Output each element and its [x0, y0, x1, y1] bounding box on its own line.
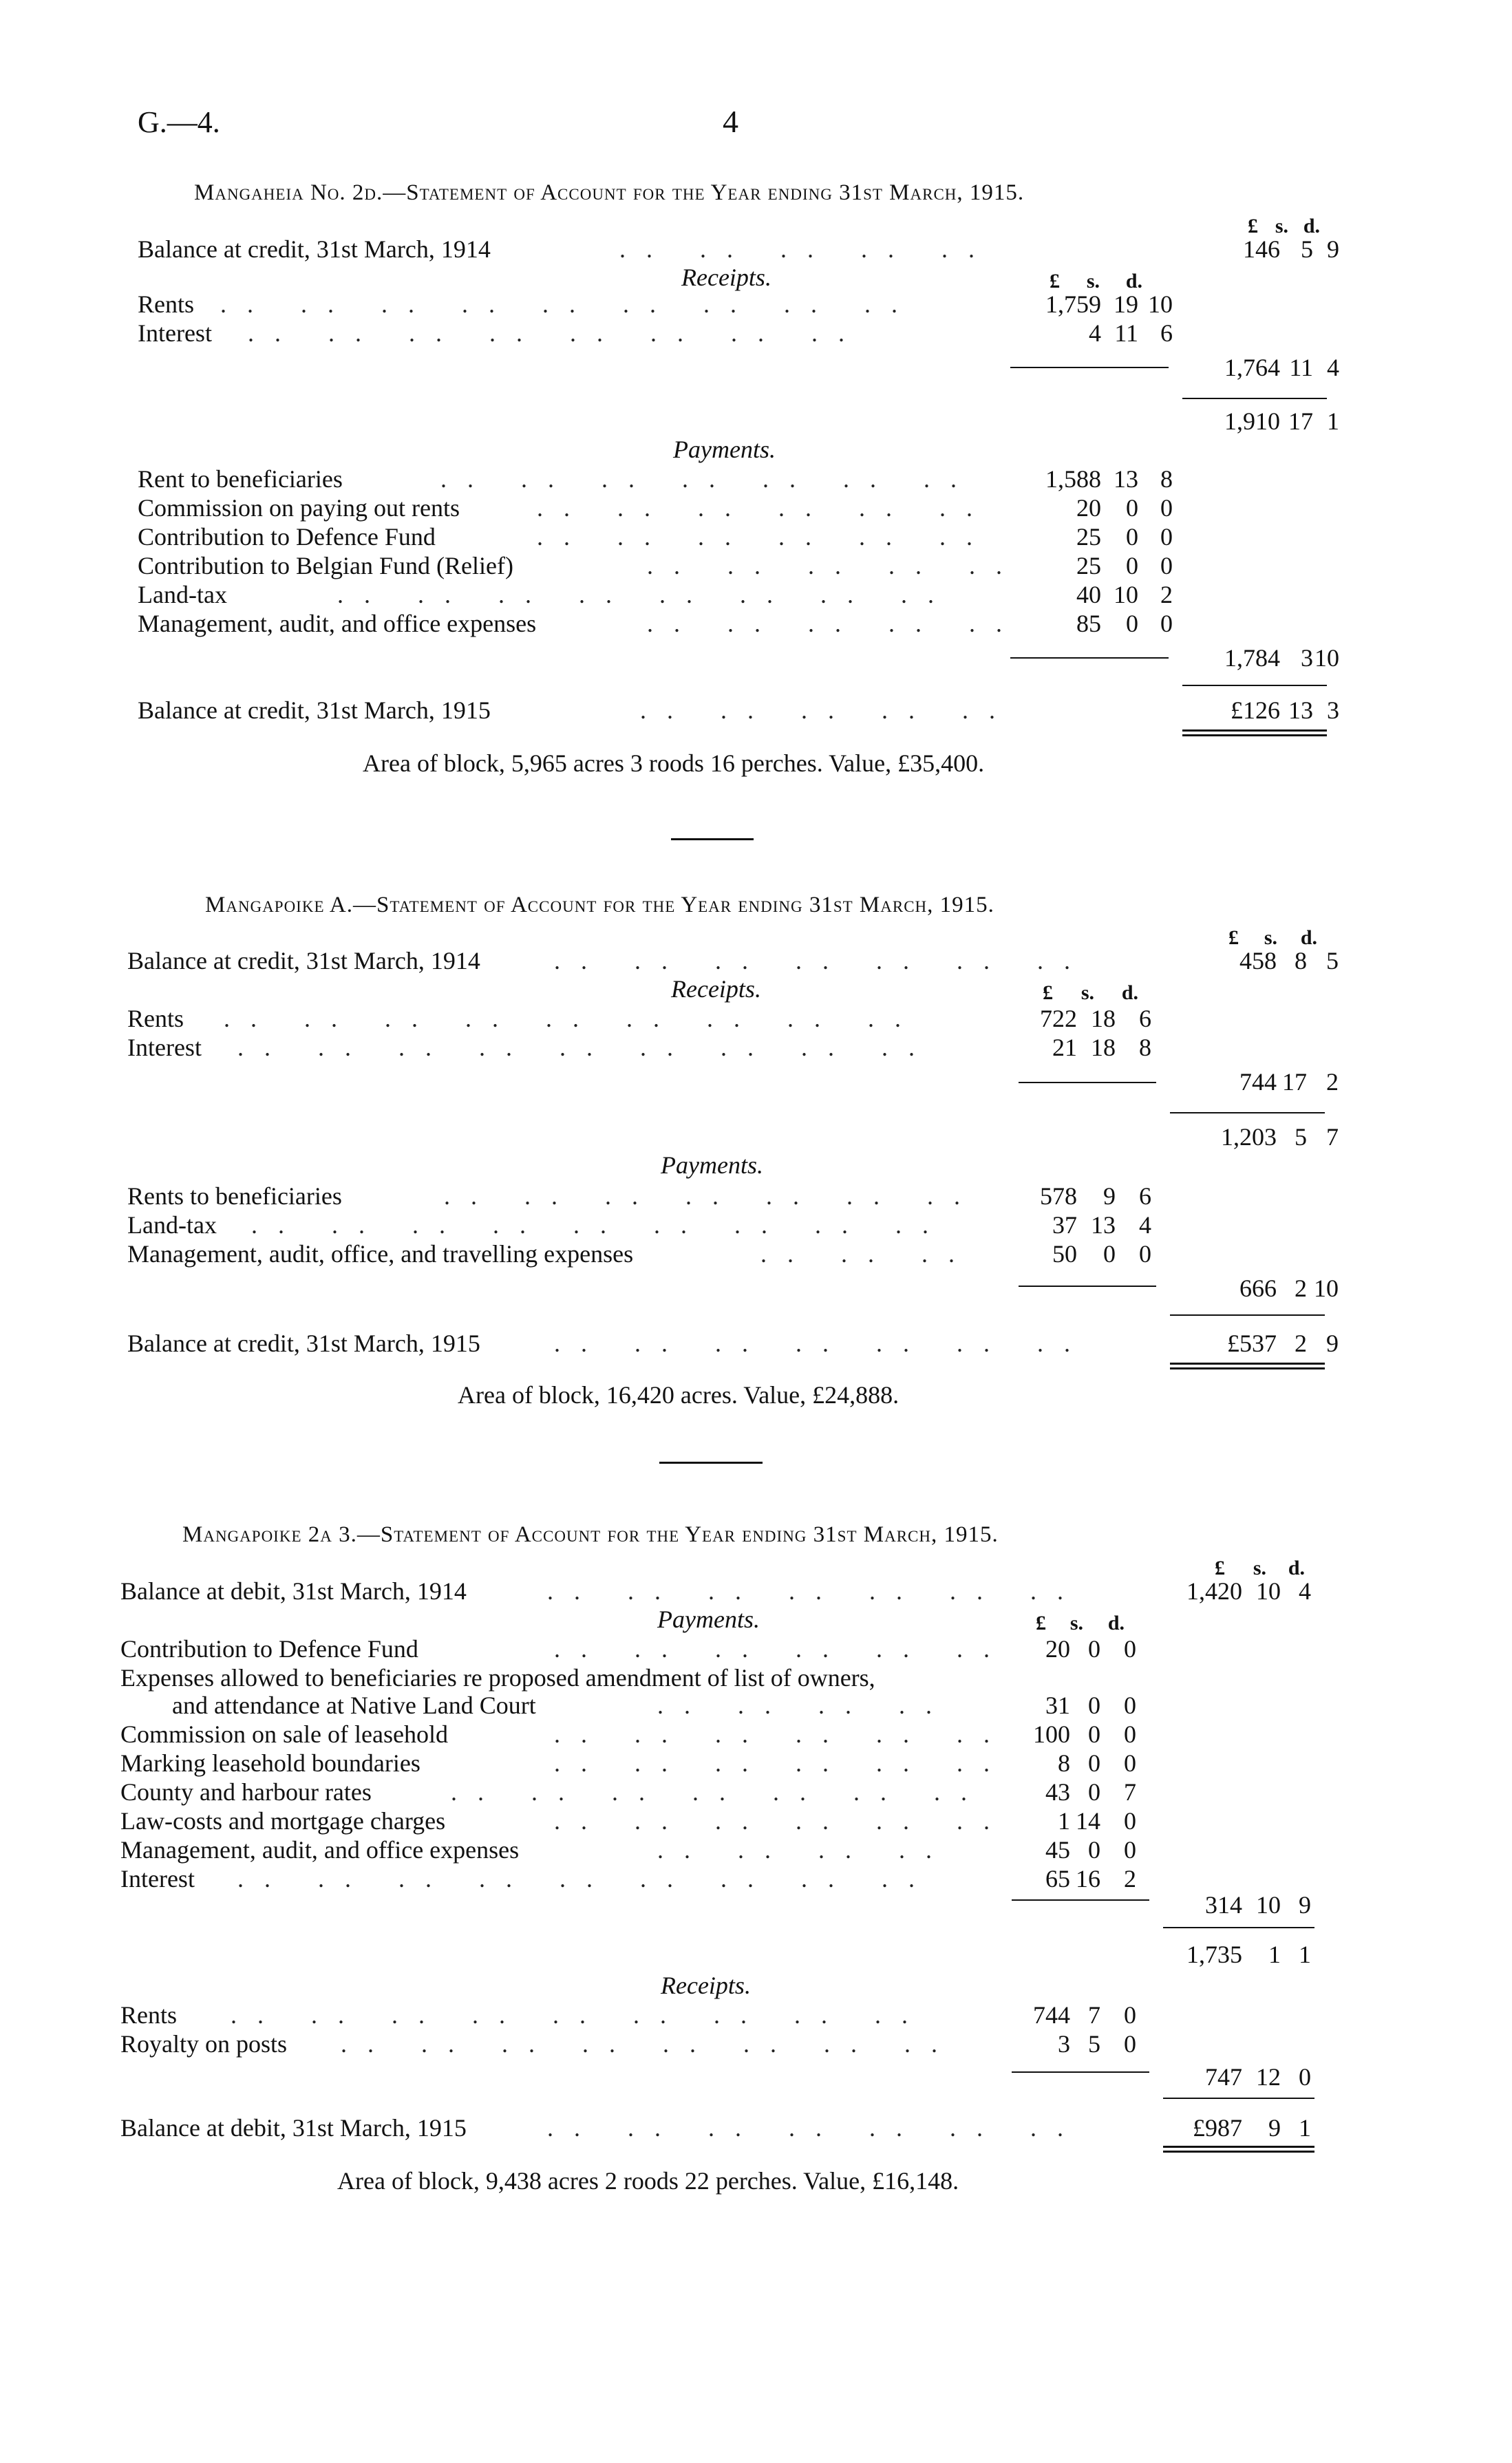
section-total-row [138, 643, 1339, 673]
subtotal-rule [1170, 1314, 1325, 1316]
amount-pence: 0 [1124, 2001, 1136, 2029]
closing-balance-row [120, 2113, 1311, 2143]
amount-pence: 7 [1326, 1123, 1339, 1151]
opening-balance-label: Balance at credit, 31st March, 1914 [127, 947, 480, 974]
leader-dots: .. .. .. .. .. .. .. [451, 1778, 988, 1806]
leader-dots: .. .. .. .. .. .. .. .. .. [251, 1211, 949, 1239]
leader-dots: .. .. .. .. .. [640, 696, 1016, 724]
amount-shillings: 12 [1256, 2063, 1281, 2091]
line-item-row [120, 2029, 1311, 2059]
amount-pounds: 25 [1076, 523, 1101, 551]
leader-dots: .. .. .. .. .. .. [554, 1807, 1010, 1835]
line-item-label: County and harbour rates [120, 1778, 372, 1806]
opening-balance-row [127, 946, 1339, 976]
line-item-row [120, 1748, 1311, 1778]
line-item-row [120, 1634, 1311, 1664]
line-item-row [138, 522, 1328, 552]
block-area-note: Area of block, 9,438 acres 2 roods 22 perches. Value, £16,148. [337, 2167, 959, 2195]
amount-pounds: 85 [1076, 610, 1101, 637]
amount-shillings: 11 [1114, 319, 1138, 347]
amount-pence: 10 [1314, 644, 1339, 672]
line-item-row [138, 579, 1328, 610]
opening-balance-label: Balance at debit, 31st March, 1914 [120, 1577, 467, 1605]
leader-dots: .. .. .. .. .. .. .. [547, 2114, 1084, 2142]
section-separator [671, 838, 754, 840]
line-item-label: Rents [120, 2001, 178, 2029]
leader-dots: .. .. .. .. .. .. .. .. [248, 319, 865, 347]
col-head-shillings: s. [1253, 1557, 1266, 1579]
amount-pence: 0 [1160, 610, 1173, 637]
opening-balance-row [120, 1576, 1311, 1606]
amount-pounds: 45 [1045, 1836, 1070, 1864]
line-item-row [120, 1719, 1311, 1749]
amount-shillings: 0 [1126, 552, 1138, 579]
amount-pounds: 20 [1076, 494, 1101, 522]
leader-dots: .. .. .. .. .. [647, 552, 1023, 579]
subtotal-rule [1182, 398, 1327, 399]
amount-shillings: 5 [1088, 2030, 1100, 2058]
amount-pounds: 25 [1076, 552, 1101, 579]
amount-shillings: 0 [1088, 1836, 1100, 1864]
amount-shillings: 13 [1091, 1211, 1116, 1239]
subtotal-rule [1170, 1112, 1325, 1113]
amount-pence: 7 [1124, 1778, 1136, 1806]
line-item-row [120, 1806, 1311, 1836]
amount-pounds: 744 [1239, 1068, 1277, 1096]
amount-shillings: 7 [1088, 2001, 1100, 2029]
col-head-pounds: £ [1228, 926, 1239, 949]
amount-shillings: 13 [1288, 696, 1313, 724]
amount-pounds: 43 [1045, 1778, 1070, 1806]
amount-pence: 4 [1139, 1211, 1151, 1239]
line-item-label: Commission on paying out rents [138, 494, 460, 522]
line-item-row [120, 2000, 1311, 2030]
amount-pounds: £126 [1231, 696, 1280, 724]
amount-pounds: 8 [1058, 1749, 1070, 1777]
line-item-row [120, 1690, 1311, 1720]
report-code: G.—4. [138, 105, 220, 139]
closing-balance-label: Balance at debit, 31st March, 1915 [120, 2114, 467, 2142]
amount-shillings: 9 [1268, 2114, 1281, 2142]
amount-pounds: 1,420 [1186, 1577, 1242, 1605]
double-rule [1170, 1363, 1325, 1369]
line-item-row [120, 1663, 1311, 1693]
amount-pounds: 1,203 [1221, 1123, 1277, 1151]
col-head-pence: d. [1121, 981, 1138, 1004]
leader-dots: .. .. .. .. [657, 1692, 952, 1719]
amount-shillings: 14 [1076, 1807, 1100, 1835]
amount-shillings: 10 [1256, 1891, 1281, 1919]
leader-dots: .. .. .. .. .. .. [537, 523, 993, 551]
section-total-row [120, 1890, 1311, 1920]
payments-caption: Payments. [657, 1606, 760, 1633]
col-head-pounds: £ [1050, 270, 1060, 292]
line-item-label: Marking leasehold boundaries [120, 1749, 420, 1777]
amount-pounds: 1,588 [1045, 465, 1101, 493]
line-item-label: Law-costs and mortgage charges [120, 1807, 446, 1835]
leader-dots: .. .. .. .. .. .. .. .. .. [224, 1005, 922, 1032]
line-item-label: Contribution to Belgian Fund (Relief) [138, 552, 513, 579]
amount-shillings: 0 [1126, 523, 1138, 551]
amount-pounds: 31 [1045, 1692, 1070, 1719]
amount-shillings: 5 [1295, 1123, 1307, 1151]
leader-dots: .. .. .. .. .. .. .. [547, 1577, 1084, 1605]
opening-balance-label: Balance at credit, 31st March, 1914 [138, 235, 491, 263]
amount-pounds: 722 [1040, 1005, 1077, 1032]
line-item-row [127, 1210, 1325, 1240]
leader-dots: .. .. .. .. .. .. .. [444, 1182, 981, 1210]
amount-pounds: 21 [1052, 1034, 1077, 1061]
amount-pounds: 4 [1089, 319, 1101, 347]
amount-pence: 1 [1327, 407, 1339, 435]
leader-dots: .. .. .. .. .. .. .. .. [337, 581, 955, 608]
amount-pounds: 1 [1058, 1807, 1070, 1835]
leader-dots: .. .. .. .. .. .. .. .. .. [237, 1034, 935, 1061]
amount-shillings: 0 [1088, 1749, 1100, 1777]
amount-pence: 10 [1148, 290, 1173, 318]
amount-shillings: 10 [1114, 581, 1138, 608]
line-item-row [138, 289, 1328, 319]
subtotal-row [127, 1122, 1339, 1152]
line-item-row [120, 1777, 1311, 1807]
leader-dots: .. .. .. .. .. .. .. .. .. [220, 290, 918, 318]
line-item-label: Management, audit, and office expenses [138, 610, 537, 637]
amount-pence: 2 [1326, 1068, 1339, 1096]
col-head-pounds: £ [1043, 981, 1053, 1004]
amount-shillings: 0 [1126, 494, 1138, 522]
amount-pence: 0 [1124, 1807, 1136, 1835]
amount-pence: 6 [1139, 1005, 1151, 1032]
amount-shillings: 18 [1091, 1034, 1116, 1061]
amount-shillings: 3 [1301, 644, 1313, 672]
closing-balance-label: Balance at credit, 31st March, 1915 [138, 696, 491, 724]
amount-shillings: 8 [1295, 947, 1307, 974]
amount-pence: 0 [1124, 1635, 1136, 1663]
line-item-label: Contribution to Defence Fund [138, 523, 436, 551]
line-item-row [138, 464, 1328, 494]
amount-pounds: 747 [1205, 2063, 1242, 2091]
receipts-caption: Receipts. [661, 1972, 751, 1999]
amount-pounds: 1,764 [1224, 354, 1280, 381]
subtotal-rule [1163, 1927, 1314, 1928]
subtotal-row [120, 1939, 1311, 1970]
amount-pounds: 314 [1205, 1891, 1242, 1919]
line-item-label: and attendance at Native Land Court [172, 1692, 536, 1719]
amount-pence: 0 [1124, 1720, 1136, 1748]
amount-pounds: 1,735 [1186, 1941, 1242, 1968]
line-item-label: Royalty on posts [120, 2030, 288, 2058]
amount-shillings: 0 [1088, 1720, 1100, 1748]
line-item-label: Contribution to Defence Fund [120, 1635, 418, 1663]
col-head-shillings: s. [1069, 1612, 1083, 1634]
amount-pence: 4 [1327, 354, 1339, 381]
leader-dots: .. .. .. .. .. .. .. [554, 947, 1091, 974]
section-separator [659, 1462, 763, 1464]
section-total-row [120, 2062, 1311, 2092]
leader-dots: .. .. .. .. [657, 1836, 952, 1864]
amount-pounds: 1,784 [1224, 644, 1280, 672]
amount-pence: 5 [1326, 947, 1339, 974]
leader-dots: .. .. .. .. .. .. [554, 1635, 1010, 1663]
line-item-row [138, 493, 1328, 523]
leader-dots: .. .. .. .. .. [647, 610, 1023, 637]
receipts-caption: Receipts. [681, 264, 771, 291]
amount-pence: 9 [1299, 1891, 1311, 1919]
amount-pounds: 40 [1076, 581, 1101, 608]
amount-pence: 0 [1124, 1749, 1136, 1777]
subtotal-row [138, 406, 1339, 436]
section-total-row [127, 1273, 1339, 1303]
subtotal-rule [1163, 2098, 1314, 2099]
double-rule [1163, 2146, 1314, 2153]
col-head-shillings: s. [1264, 926, 1277, 949]
amount-shillings: 0 [1103, 1240, 1116, 1268]
amount-shillings: 17 [1282, 1068, 1307, 1096]
amount-shillings: 19 [1114, 290, 1138, 318]
col-head-pence: d. [1107, 1612, 1125, 1634]
col-head-pence: d. [1288, 1557, 1305, 1579]
amount-pounds: 1,910 [1224, 407, 1280, 435]
col-head-shillings: s. [1080, 981, 1094, 1004]
amount-shillings: 5 [1301, 235, 1313, 263]
amount-pence: 9 [1327, 235, 1339, 263]
statement-title: Mangapoike 2a 3.—Statement of Account for the Year ending 31st March, 1915. [182, 1522, 999, 1547]
line-item-label: Rent to beneficiaries [138, 465, 343, 493]
amount-shillings: 13 [1114, 465, 1138, 493]
leader-dots: .. .. .. [760, 1240, 975, 1268]
amount-pence: 2 [1124, 1865, 1136, 1892]
receipts-caption: Receipts. [671, 975, 761, 1003]
amount-shillings: 2 [1295, 1275, 1307, 1302]
closing-balance-row [138, 695, 1339, 725]
line-item-label: Interest [127, 1034, 202, 1061]
amount-pence: 1 [1299, 1941, 1311, 1968]
amount-shillings: 0 [1126, 610, 1138, 637]
amount-shillings: 1 [1268, 1941, 1281, 1968]
amount-pounds: 50 [1052, 1240, 1077, 1268]
col-head-pounds: £ [1215, 1557, 1225, 1579]
amount-pounds: 458 [1239, 947, 1277, 974]
amount-shillings: 17 [1288, 407, 1313, 435]
amount-pence: 0 [1160, 523, 1173, 551]
line-item-label: Land-tax [138, 581, 227, 608]
amount-pounds: 1,759 [1045, 290, 1101, 318]
amount-pounds: 100 [1033, 1720, 1070, 1748]
leader-dots: .. .. .. .. .. .. .. [440, 465, 977, 493]
col-head-shillings: s. [1086, 270, 1100, 292]
payments-caption: Payments. [673, 436, 776, 463]
amount-pence: 0 [1299, 2063, 1311, 2091]
line-item-row [138, 318, 1328, 348]
leader-dots: .. .. .. .. .. .. .. .. .. [231, 2001, 928, 2029]
amount-pounds: 666 [1239, 1275, 1277, 1302]
amount-pence: 0 [1124, 1836, 1136, 1864]
amount-pounds: 37 [1052, 1211, 1077, 1239]
block-area-note: Area of block, 16,420 acres. Value, £24,888. [458, 1381, 899, 1409]
amount-pence: 8 [1139, 1034, 1151, 1061]
leader-dots: .. .. .. .. .. [619, 235, 995, 263]
amount-pence: 0 [1160, 552, 1173, 579]
subtotal-rule [1182, 685, 1327, 686]
line-item-label: Rents [138, 290, 195, 318]
line-item-row [138, 608, 1328, 639]
leader-dots: .. .. .. .. .. .. .. .. .. [237, 1865, 935, 1892]
line-item-row [127, 1239, 1325, 1269]
col-head-shillings: s. [1275, 215, 1288, 237]
amount-pence: 0 [1124, 2030, 1136, 2058]
line-item-label: Interest [138, 319, 212, 347]
line-item-row [127, 1032, 1325, 1063]
leader-dots: .. .. .. .. .. .. [554, 1749, 1010, 1777]
section-total-row [138, 352, 1339, 383]
amount-pounds: 146 [1243, 235, 1280, 263]
line-item-label: Interest [120, 1865, 195, 1892]
col-head-pence: d. [1300, 926, 1317, 949]
amount-shillings: 11 [1289, 354, 1313, 381]
amount-pounds: 578 [1040, 1182, 1077, 1210]
statement-title: Mangaheia No. 2d.—Statement of Account for the Year ending 31st March, 1915. [194, 180, 1025, 205]
amount-pounds: £537 [1227, 1330, 1277, 1357]
amount-pence: 0 [1124, 1692, 1136, 1719]
leader-dots: .. .. .. .. .. .. [537, 494, 993, 522]
col-head-pence: d. [1303, 215, 1320, 237]
line-item-row [138, 551, 1328, 581]
amount-pence: 8 [1160, 465, 1173, 493]
line-item-label: Rents [127, 1005, 184, 1032]
leader-dots: .. .. .. .. .. .. .. [554, 1330, 1091, 1357]
amount-pounds: 3 [1058, 2030, 1070, 2058]
closing-balance-label: Balance at credit, 31st March, 1915 [127, 1330, 480, 1357]
line-item-row [120, 1835, 1311, 1865]
line-item-row [127, 1003, 1325, 1034]
amount-pence: 10 [1314, 1275, 1339, 1302]
amount-shillings: 2 [1295, 1330, 1307, 1357]
line-item-label: Rents to beneficiaries [127, 1182, 342, 1210]
col-head-pounds: £ [1248, 215, 1258, 237]
amount-shillings: 0 [1088, 1692, 1100, 1719]
amount-shillings: 9 [1103, 1182, 1116, 1210]
section-total-row [127, 1067, 1339, 1097]
amount-shillings: 0 [1088, 1778, 1100, 1806]
amount-pounds: 65 [1045, 1865, 1070, 1892]
col-head-pence: d. [1125, 270, 1142, 292]
amount-pence: 3 [1327, 696, 1339, 724]
amount-pence: 0 [1139, 1240, 1151, 1268]
line-item-label: Management, audit, and office expenses [120, 1836, 520, 1864]
closing-balance-row [127, 1328, 1339, 1358]
amount-shillings: 0 [1088, 1635, 1100, 1663]
block-area-note: Area of block, 5,965 acres 3 roods 16 perches. Value, £35,400. [363, 749, 985, 777]
amount-pence: 9 [1326, 1330, 1339, 1357]
line-item-row [127, 1181, 1325, 1211]
leader-dots: .. .. .. .. .. .. [554, 1720, 1010, 1748]
amount-pence: 6 [1160, 319, 1173, 347]
opening-balance-row [138, 234, 1339, 264]
double-rule [1182, 729, 1327, 736]
line-item-label: Expenses allowed to beneficiaries re proposed amendment of list of owners, [120, 1664, 875, 1692]
leader-dots: .. .. .. .. .. .. .. .. [341, 2030, 958, 2058]
page-number: 4 [723, 104, 738, 139]
line-item-label: Commission on sale of leasehold [120, 1720, 448, 1748]
amount-shillings: 10 [1256, 1577, 1281, 1605]
amount-shillings: 18 [1091, 1005, 1116, 1032]
line-item-label: Land-tax [127, 1211, 217, 1239]
amount-pounds: £987 [1193, 2114, 1242, 2142]
statement-title: Mangapoike A.—Statement of Account for the Year ending 31st March, 1915. [205, 893, 994, 917]
amount-pounds: 20 [1045, 1635, 1070, 1663]
col-head-pounds: £ [1036, 1612, 1046, 1634]
amount-pence: 6 [1139, 1182, 1151, 1210]
line-item-label: Management, audit, office, and travelling expenses [127, 1240, 634, 1268]
payments-caption: Payments. [661, 1151, 763, 1179]
amount-shillings: 16 [1076, 1865, 1100, 1892]
amount-pence: 0 [1160, 494, 1173, 522]
amount-pence: 2 [1160, 581, 1173, 608]
amount-pounds: 744 [1033, 2001, 1070, 2029]
amount-pence: 4 [1299, 1577, 1311, 1605]
amount-pence: 1 [1299, 2114, 1311, 2142]
